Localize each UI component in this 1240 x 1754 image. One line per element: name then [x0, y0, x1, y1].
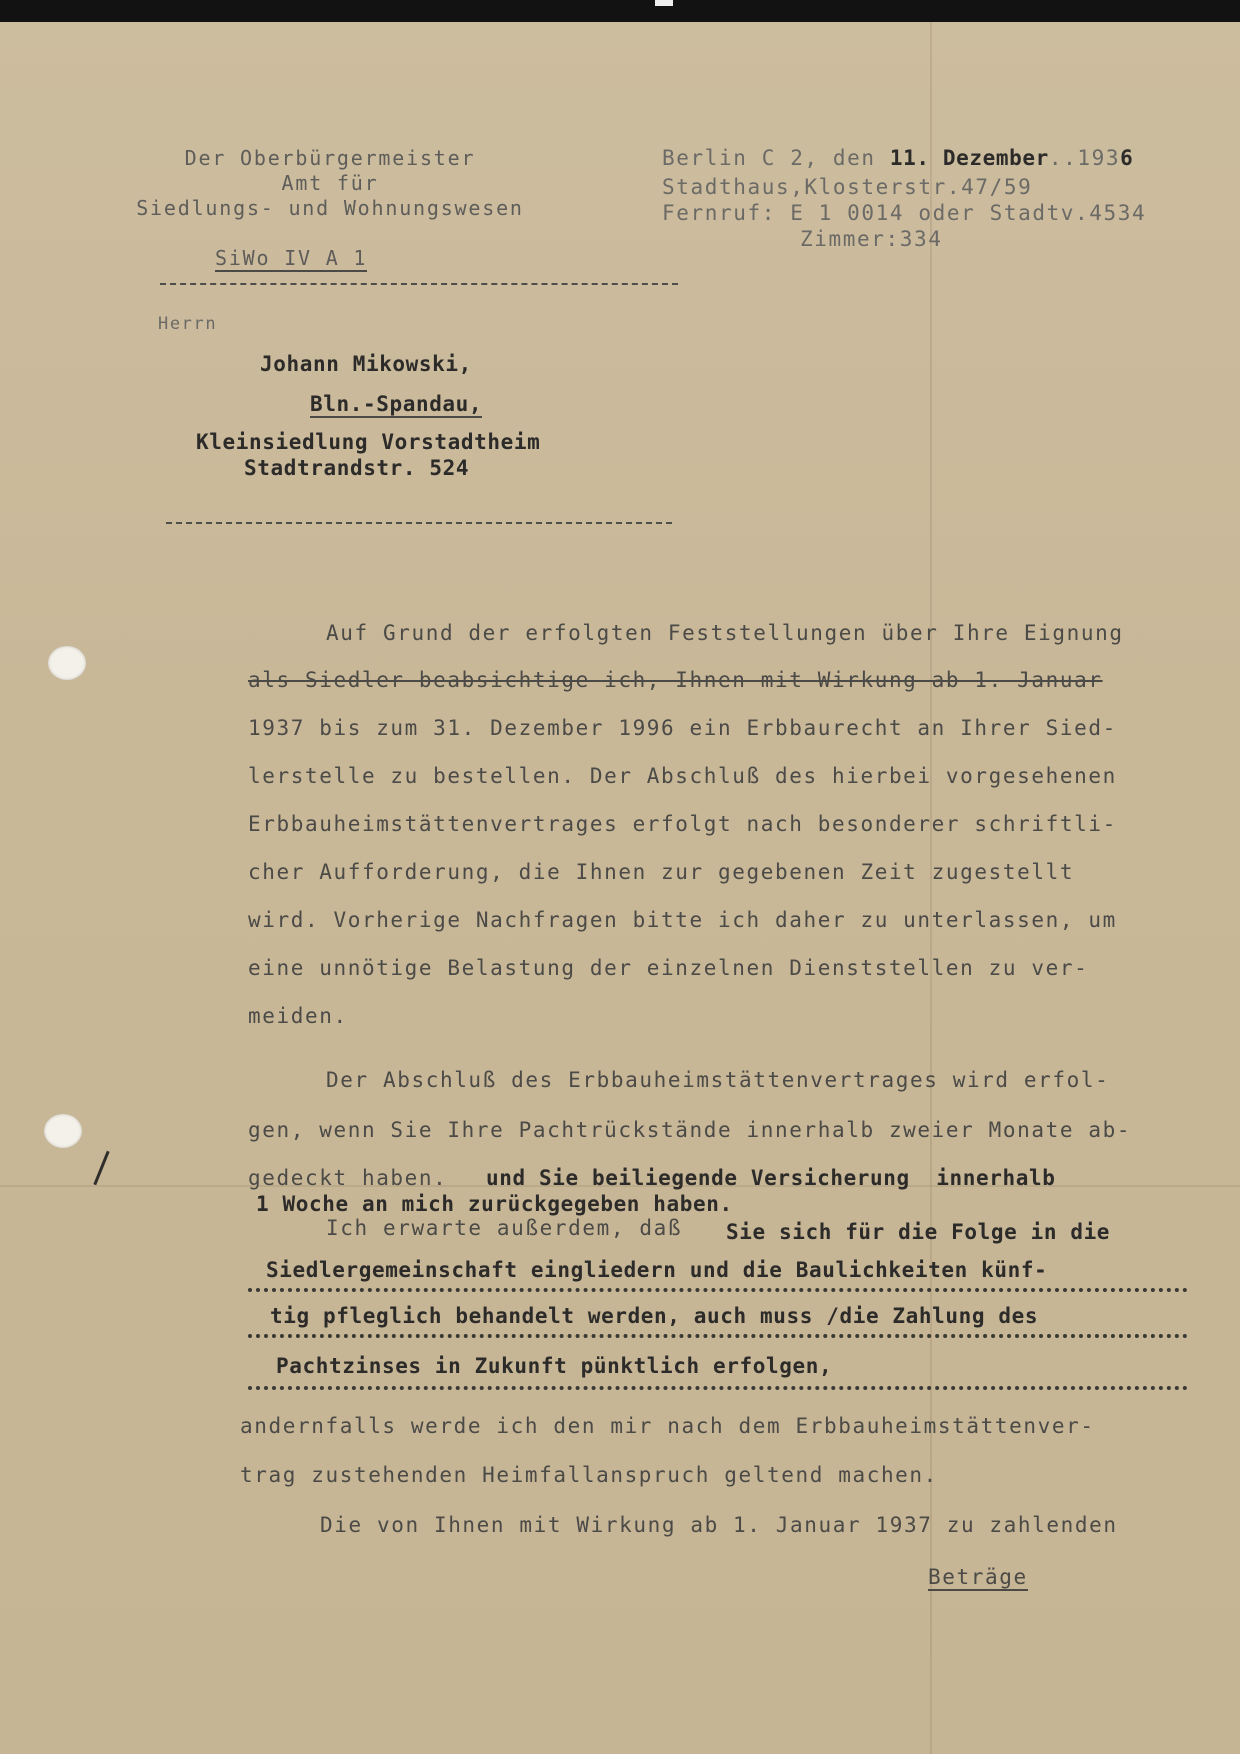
body-p1-line-2: als Siedler beabsichtige ich, Ihnen mit Wirkung ab 1. Januar	[248, 668, 1103, 692]
place-date-prefix: Berlin C 2, den	[662, 146, 876, 170]
date-line	[662, 146, 1133, 170]
recipient-divider	[166, 522, 672, 524]
sender-line-1: Der Oberbürgermeister	[184, 146, 476, 170]
recipient-city	[310, 392, 482, 416]
body-p4-line-1: Die von Ihnen mit Wirkung ab 1. Januar 1937 zu zahlenden	[320, 1513, 1118, 1537]
body-p1-line-1: Auf Grund der erfolgten Feststellungen über Ihre Eignung	[326, 621, 1124, 645]
date-dots: ..	[1048, 146, 1078, 170]
scan-top-edge	[0, 0, 1240, 22]
body-p2-line-3: gedeckt haben.	[248, 1166, 448, 1190]
body-p3-insert-1: Sie sich für die Folge in die	[726, 1220, 1111, 1244]
recipient-name: Johann Mikowski,	[260, 352, 472, 376]
body-p1-line-5: Erbbauheimstättenvertrages erfolgt nach besonderer schriftli-	[248, 812, 1117, 836]
body-p1-line-8: eine unnötige Belastung der einzelnen Dienststellen zu ver-	[248, 956, 1089, 980]
dotted-line-2	[248, 1334, 1188, 1338]
date-day-month: 11. Dezember	[889, 146, 1049, 170]
dotted-line-1	[248, 1288, 1188, 1292]
date-year-prefix: 193	[1077, 146, 1121, 170]
body-p2-insert-2: 1 Woche an mich zurückgegeben haben.	[256, 1192, 733, 1216]
continuation-word	[928, 1565, 1028, 1589]
body-p2-line-1: Der Abschluß des Erbbauheimstättenvertrages wird erfol-	[326, 1068, 1110, 1092]
salutation: Herrn	[158, 314, 218, 334]
body-p1-line-3: 1937 bis zum 31. Dezember 1996 ein Erbbaurecht an Ihrer Sied-	[248, 716, 1117, 740]
reference-code	[215, 246, 367, 270]
body-p1-line-9: meiden.	[248, 1004, 348, 1028]
address-line: Stadthaus,Klosterstr.47/59	[662, 175, 1033, 199]
sender-divider	[160, 283, 678, 285]
body-p3-line-1: Ich erwarte außerdem, daß	[326, 1216, 683, 1240]
body-p1-line-6: cher Aufforderung, die Ihnen zur gegebenen Zeit zugestellt	[248, 860, 1075, 884]
sender-line-2: Amt für	[281, 171, 379, 195]
recipient-street: Stadtrandstr. 524	[244, 456, 470, 480]
body-p2-insert-1: und Sie beiliegende Versicherung innerhalb	[486, 1166, 1056, 1190]
sender-line-3: Siedlungs- und Wohnungswesen	[136, 196, 524, 220]
scan-notch	[655, 0, 673, 6]
body-p1-line-7: wird. Vorherige Nachfragen bitte ich daher zu unterlassen, um	[248, 908, 1117, 932]
body-p2-line-2: gen, wenn Sie Ihre Pachtrückstände innerhalb zweier Monate ab-	[248, 1118, 1132, 1142]
recipient-city-text: Bln.-Spandau,	[310, 392, 483, 416]
body-p3-line-5: andernfalls werde ich den mir nach dem Erbbauheimstättenver-	[240, 1414, 1095, 1438]
recipient-settlement: Kleinsiedlung Vorstadtheim	[196, 430, 541, 454]
dotted-line-3	[248, 1386, 1188, 1390]
body-p3-line-3: tig pfleglich behandelt werden, auch muss /die Zahlung des	[270, 1304, 1039, 1328]
reference-code-text: SiWo IV A 1	[215, 246, 368, 270]
letter-sheet	[0, 22, 1240, 1754]
body-p3-line-4: Pachtzinses in Zukunft pünktlich erfolgen,	[276, 1354, 833, 1378]
paper-fold-vertical	[930, 22, 932, 1754]
body-p3-line-6: trag zustehenden Heimfallanspruch geltend machen.	[240, 1463, 938, 1487]
punch-hole-upper	[48, 646, 86, 680]
body-p3-line-2: Siedlergemeinschaft eingliedern und die Baulichkeiten künf-	[266, 1258, 1048, 1282]
punch-hole-lower	[44, 1114, 82, 1148]
phone-line: Fernruf: E 1 0014 oder Stadtv.4534	[662, 201, 1147, 225]
room-line: Zimmer:334	[800, 227, 943, 251]
continuation-word-text: Beträge	[928, 1565, 1028, 1589]
body-p1-line-4: lerstelle zu bestellen. Der Abschluß des hierbei vorgesehenen	[248, 764, 1117, 788]
date-year-digit: 6	[1120, 146, 1134, 170]
